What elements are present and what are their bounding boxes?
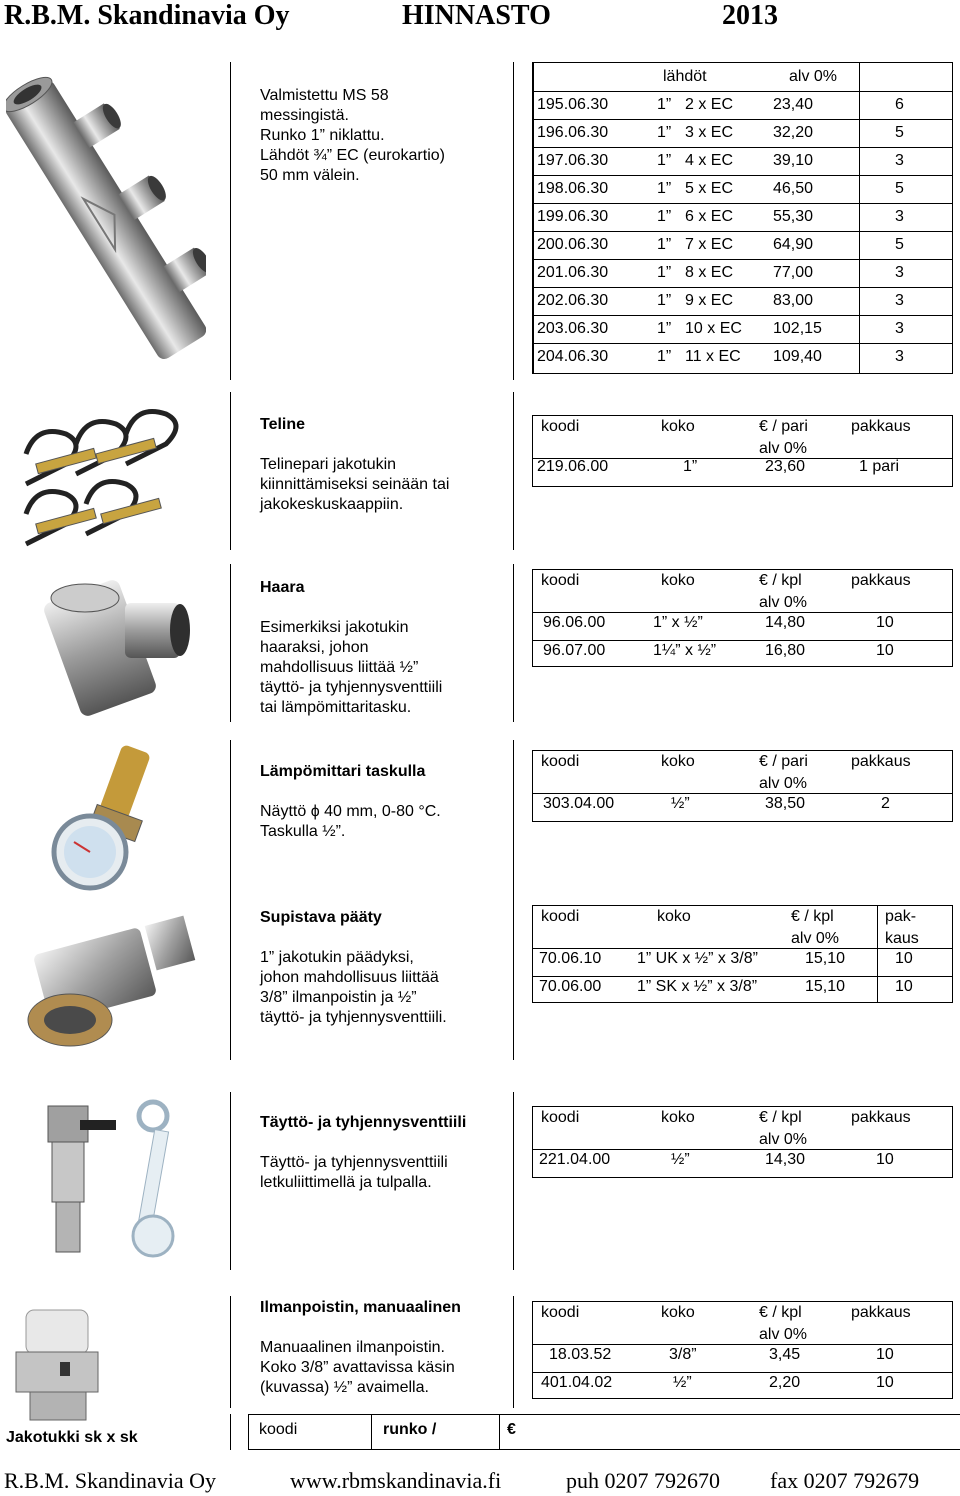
tee-row-price: 16,80 [765,642,806,659]
manifold-row-size: 1” [657,292,672,309]
manifold-row-outlets: 4 x EC [685,152,734,169]
table-row [533,343,952,371]
manifold-row-pack: 3 [895,292,904,309]
header-size: koko [657,908,691,925]
bracket-row-price: 23,60 [765,458,806,475]
thermometer-image [30,742,200,892]
header-pack: pakkaus [851,1109,911,1126]
manifold-row-size: 1” [657,152,672,169]
manifold-row-size: 1” [657,264,672,281]
header-price: € / kpl [759,1109,802,1126]
divider-bracket-table [513,392,514,550]
tee-row-code: 96.07.00 [543,642,606,659]
tee-desc-line: tai lämpömittaritasku. [260,699,412,716]
header-size: koko [661,1304,695,1321]
footer-phone: puh 0207 792670 [566,1468,720,1493]
header-code: koodi [541,753,580,770]
header-pack: pakkaus [851,1304,911,1321]
header-price: € / pari [759,418,808,435]
air-vent-row-code: 18.03.52 [549,1346,612,1363]
divider-tee [230,564,231,722]
divider-drain-valve-table [513,1092,514,1270]
manifold-row-size: 1” [657,96,672,113]
table-row [533,287,952,315]
manifold-row-size: 1” [657,180,672,197]
header-doc-type: HINNASTO [402,0,551,31]
thermometer-row-price: 38,50 [765,795,806,812]
drain-valve-price-table [532,1106,953,1178]
air-vent-row-pack: 10 [876,1346,894,1363]
table-row [533,175,952,203]
manifold-row-code: 204.06.30 [537,348,609,365]
header-code: koodi [541,572,580,589]
divider-air-vent [230,1296,231,1408]
manifold-price-table [532,62,953,374]
manifold-row-price: 46,50 [773,180,814,197]
header-code: koodi [259,1421,298,1438]
divider-tee-table [513,564,514,722]
header-price: € / kpl [759,572,802,589]
tee-title: Haara [260,579,305,596]
header-size: koko [661,753,695,770]
bracket-desc-line: Telinepari jakotukin [260,456,397,473]
manifold-row-code: 198.06.30 [537,180,609,197]
air-vent-title: Ilmanpoistin, manuaalinen [260,1299,461,1316]
page-footer [0,1468,960,1496]
manifold-row-price: 102,15 [773,320,822,337]
air-vent-desc-line: Koko 3/8” avattavissa käsin [260,1359,455,1376]
air-vent-row-size: 3/8” [669,1346,697,1363]
manifold-row-outlets: 7 x EC [685,236,734,253]
drain-valve-title: Täyttö- ja tyhjennysventtiili [260,1114,467,1131]
table-row [533,119,952,147]
tee-row-size: 1” x ½” [653,614,703,631]
manifold-image [6,60,206,375]
manifold-table-header [533,63,952,91]
air-vent-row-price: 3,45 [769,1346,801,1363]
table-row [533,259,952,287]
thermometer-title: Lämpömittari taskulla [260,763,426,780]
manifold-row-price: 39,10 [773,152,814,169]
header-size: koko [661,418,695,435]
header-vat: alv 0% [791,930,840,947]
bracket-desc-line: kiinnittämiseksi seinään tai [260,476,450,493]
manifold-row-outlets: 6 x EC [685,208,734,225]
manifold-row-code: 202.06.30 [537,292,609,309]
manifold-desc-line: 50 mm välein. [260,167,360,184]
manifold-row-code: 203.06.30 [537,320,609,337]
manifold-row-price: 64,90 [773,236,814,253]
table-row [533,91,952,119]
header-price: € / pari [759,753,808,770]
air-vent-row-pack: 10 [876,1374,894,1391]
tee-desc-line: Esimerkiksi jakotukin [260,619,409,636]
air-vent-price-table [532,1301,953,1399]
manifold-desc-line: Valmistettu MS 58 [260,87,389,104]
divider-thermometer-table [513,740,514,900]
tee-row-pack: 10 [876,642,894,659]
endcap-row-size: 1” SK x ½” x 3/8” [637,978,758,995]
manifold-row-code: 196.06.30 [537,124,609,141]
manifold-row-code: 200.06.30 [537,236,609,253]
manifold-row-pack: 3 [895,264,904,281]
endcap-desc-line: 3/8” ilmanpoistin ja ½” [260,989,417,1006]
table-row [533,231,952,259]
endcap-row-pack: 10 [895,950,913,967]
tee-desc-line: täyttö- ja tyhjennysventtiili [260,679,443,696]
header-code: koodi [541,1109,580,1126]
next-section-title: Jakotukki sk x sk [6,1429,138,1446]
thermometer-price-table [532,750,953,822]
drain-valve-image [8,1096,208,1266]
drain-valve-desc-line: letkuliittimellä ja tulpalla. [260,1174,432,1191]
divider-endcap-table [513,900,514,1060]
manifold-row-code: 199.06.30 [537,208,609,225]
endcap-price-table [532,905,953,1003]
tee-desc-line: mahdollisuus liittää ½” [260,659,419,676]
manifold-row-pack: 3 [895,348,904,365]
endcap-desc-line: johon mahdollisuus liittää [260,969,439,986]
manifold-desc-line: Lähdöt ¾” EC (eurokartio) [260,147,445,164]
air-vent-row-code: 401.04.02 [541,1374,613,1391]
header-outlets: lähdöt [663,68,707,85]
footer-company: R.B.M. Skandinavia Oy [4,1468,217,1493]
divider-manifold-table [513,62,514,380]
divider-drain-valve [230,1092,231,1270]
manifold-row-pack: 3 [895,320,904,337]
manifold-description [260,86,445,186]
thermometer-row-size: ½” [671,795,690,812]
header-pack: pak- [885,908,917,925]
air-vent-desc-line: Manuaalinen ilmanpoistin. [260,1339,445,1356]
bracket-image [6,394,206,550]
header-code: koodi [541,908,580,925]
manifold-row-price: 77,00 [773,264,814,281]
bracket-price-table [532,415,953,487]
header-price: € / kpl [791,908,834,925]
thermometer-row-code: 303.04.00 [543,795,615,812]
header-pack: pakkaus [851,753,911,770]
manifold-row-outlets: 9 x EC [685,292,734,309]
endcap-desc-line: 1” jakotukin päädyksi, [260,949,414,966]
manifold-row-price: 23,40 [773,96,814,113]
manifold-row-outlets: 11 x EC [685,348,741,365]
tee-image [30,568,200,718]
manifold-row-size: 1” [657,236,672,253]
air-vent-row-size: ½” [673,1374,692,1391]
tee-desc-line: haaraksi, johon [260,639,369,656]
footer-fax: fax 0207 792679 [770,1468,920,1493]
manifold-row-pack: 3 [895,152,904,169]
manifold-row-code: 201.06.30 [537,264,609,281]
header-vat: alv 0% [759,775,808,792]
table-row [533,147,952,175]
manifold-desc-line: Runko 1” niklattu. [260,127,385,144]
air-vent-desc-line: (kuvassa) ½” avaimella. [260,1379,429,1396]
endcap-row-price: 15,10 [805,978,846,995]
header-code: koodi [541,418,580,435]
tee-price-table [532,569,953,667]
divider-endcap [230,900,231,1060]
endcap-title: Supistava pääty [260,909,382,926]
air-vent-image [6,1302,116,1422]
manifold-row-outlets: 10 x EC [685,320,742,337]
bracket-row-size: 1” [683,458,698,475]
endcap-row-pack: 10 [895,978,913,995]
bracket-title: Teline [260,416,306,433]
manifold-row-pack: 6 [895,96,904,113]
header-company: R.B.M. Skandinavia Oy [4,0,290,31]
manifold-row-outlets: 8 x EC [685,264,734,281]
header-vat: alv 0% [759,440,808,457]
bracket-row-code: 219.06.00 [537,458,609,475]
manifold-row-price: 32,20 [773,124,814,141]
manifold-row-pack: 5 [895,180,904,197]
divider-thermometer [230,740,231,900]
tee-row-pack: 10 [876,614,894,631]
endcap-row-code: 70.06.10 [539,950,602,967]
thermometer-row-pack: 2 [881,795,890,812]
header-vat: alv 0% [759,594,808,611]
header-euro: € [507,1421,516,1438]
manifold-row-code: 195.06.30 [537,96,609,113]
header-pack: pakkaus [851,572,911,589]
manifold-row-price: 55,30 [773,208,814,225]
header-pack-2: kaus [885,930,919,947]
divider-bracket [230,392,231,550]
endcap-desc-line: täyttö- ja tyhjennysventtiili. [260,1009,447,1026]
drain-valve-row-size: ½” [671,1151,690,1168]
manifold-row-size: 1” [657,208,672,225]
drain-valve-description [260,1113,466,1193]
manifold-row-price: 109,40 [773,348,822,365]
header-body: runko / [383,1421,437,1438]
thermometer-desc-line: Näyttö ϕ 40 mm, 0-80 °C. [260,803,441,820]
tee-row-code: 96.06.00 [543,614,606,631]
endcap-row-price: 15,10 [805,950,846,967]
header-vat: alv 0% [789,68,838,85]
header-size: koko [661,572,695,589]
drain-valve-row-pack: 10 [876,1151,894,1168]
tee-description [260,578,442,718]
thermometer-description [260,762,441,842]
header-vat: alv 0% [759,1131,808,1148]
drain-valve-row-price: 14,30 [765,1151,806,1168]
header-vat: alv 0% [759,1326,808,1343]
divider-air-vent-table [513,1296,514,1408]
page-header [0,0,960,36]
endcap-image [10,900,200,1060]
air-vent-row-price: 2,20 [769,1374,801,1391]
table-row [533,315,952,343]
header-pack: pakkaus [851,418,911,435]
drain-valve-row-code: 221.04.00 [539,1151,611,1168]
bracket-description [260,415,449,515]
endcap-row-size: 1” UK x ½” x 3/8” [637,950,758,967]
divider-manifold [230,62,231,380]
tee-row-size: 1¼” x ½” [653,642,717,659]
header-code: koodi [541,1304,580,1321]
manifold-row-pack: 5 [895,236,904,253]
tee-row-price: 14,80 [765,614,806,631]
manifold-row-outlets: 2 x EC [685,96,734,113]
next-section-table [248,1414,960,1450]
divider-next [230,1414,231,1450]
manifold-row-outlets: 3 x EC [685,124,734,141]
manifold-row-size: 1” [657,348,672,365]
bracket-row-pack: 1 pari [859,458,900,475]
bracket-desc-line: jakokeskuskaappiin. [260,496,404,513]
manifold-row-size: 1” [657,320,672,337]
endcap-description [260,908,447,1028]
drain-valve-desc-line: Täyttö- ja tyhjennysventtiili [260,1154,448,1171]
manifold-row-size: 1” [657,124,672,141]
header-price: € / kpl [759,1304,802,1321]
header-year: 2013 [722,0,778,31]
footer-website-link[interactable]: www.rbmskandinavia.fi [290,1468,502,1493]
manifold-row-pack: 3 [895,208,904,225]
manifold-row-price: 83,00 [773,292,814,309]
endcap-row-code: 70.06.00 [539,978,602,995]
air-vent-description [260,1298,461,1398]
table-row [533,203,952,231]
thermometer-desc-line: Taskulla ½”. [260,823,346,840]
manifold-row-outlets: 5 x EC [685,180,734,197]
manifold-desc-line: messingistä. [260,107,349,124]
manifold-row-pack: 5 [895,124,904,141]
manifold-row-code: 197.06.30 [537,152,609,169]
header-size: koko [661,1109,695,1126]
